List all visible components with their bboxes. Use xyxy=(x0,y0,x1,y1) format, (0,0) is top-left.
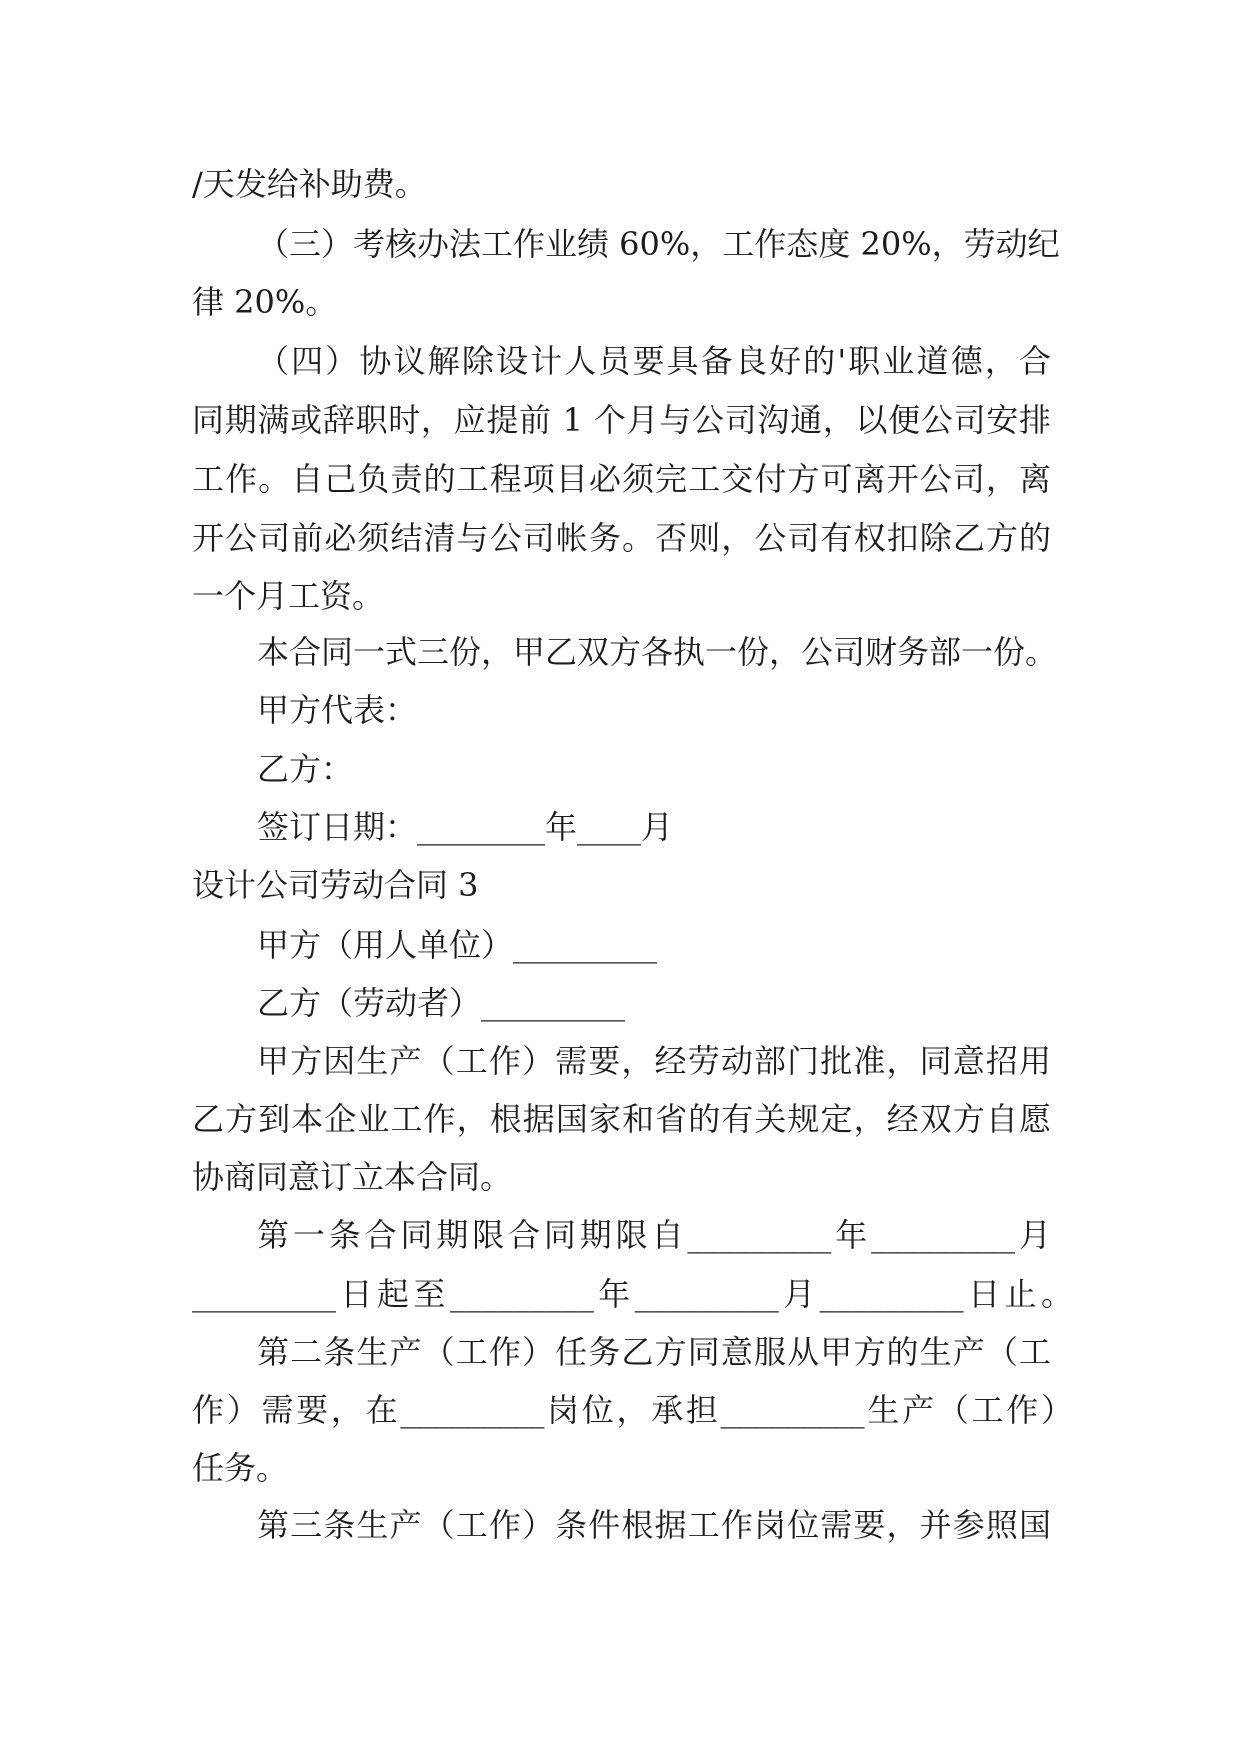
party-a-line: 甲方（用人单位）_________ xyxy=(257,926,658,964)
paragraph-line: 工作。自己负责的工程项目必须完工交付方可离开公司，离 xyxy=(192,460,1051,498)
paragraph-line: 甲方因生产（工作）需要，经劳动部门批准，同意招用 xyxy=(257,1042,1051,1080)
paragraph-line: 一个月工资。 xyxy=(192,577,385,615)
party-b-line: 乙方（劳动者）_________ xyxy=(257,984,626,1022)
paragraph-line: 作）需要，在_________岗位，承担_________生产（工作） xyxy=(192,1391,1073,1429)
article-three-line: 第三条生产（工作）条件根据工作岗位需要，并参照国 xyxy=(257,1506,1051,1544)
paragraph-line: 乙方到本企业工作，根据国家和省的有关规定，经双方自愿 xyxy=(192,1100,1051,1138)
paragraph-line: （三）考核办法工作业绩 60%，工作态度 20%，劳动纪 xyxy=(257,225,1060,263)
paragraph-line: 同期满或辞职时，应提前 1 个月与公司沟通，以便公司安排 xyxy=(192,401,1051,439)
article-one-line: 第一条合同期限合同期限自_________年_________月 xyxy=(257,1216,1051,1254)
article-two-line: 第二条生产（工作）任务乙方同意服从甲方的生产（工 xyxy=(257,1333,1051,1371)
section-title: 设计公司劳动合同 3 xyxy=(192,866,479,904)
paragraph-line: （四）协议解除设计人员要具备良好的'职业道德，合 xyxy=(257,342,1051,380)
paragraph-line: 本合同一式三份，甲乙双方各执一份，公司财务部一份。 xyxy=(257,633,1058,671)
signing-date-line: 签订日期：________年____月 xyxy=(257,808,674,846)
paragraph-line: /天发给补助费。 xyxy=(192,165,427,203)
paragraph-line: 开公司前必须结清与公司帐务。否则，公司有权扣除乙方的 xyxy=(192,519,1051,557)
signature-party-b-label: 乙方： xyxy=(257,750,354,788)
paragraph-line: _________日起至_________年_________月_________日止。 xyxy=(192,1275,1073,1313)
signature-party-a-label: 甲方代表： xyxy=(257,691,418,729)
paragraph-line: 任务。 xyxy=(192,1449,289,1487)
paragraph-line: 律 20%。 xyxy=(192,283,338,321)
paragraph-line: 协商同意订立本合同。 xyxy=(192,1158,513,1196)
